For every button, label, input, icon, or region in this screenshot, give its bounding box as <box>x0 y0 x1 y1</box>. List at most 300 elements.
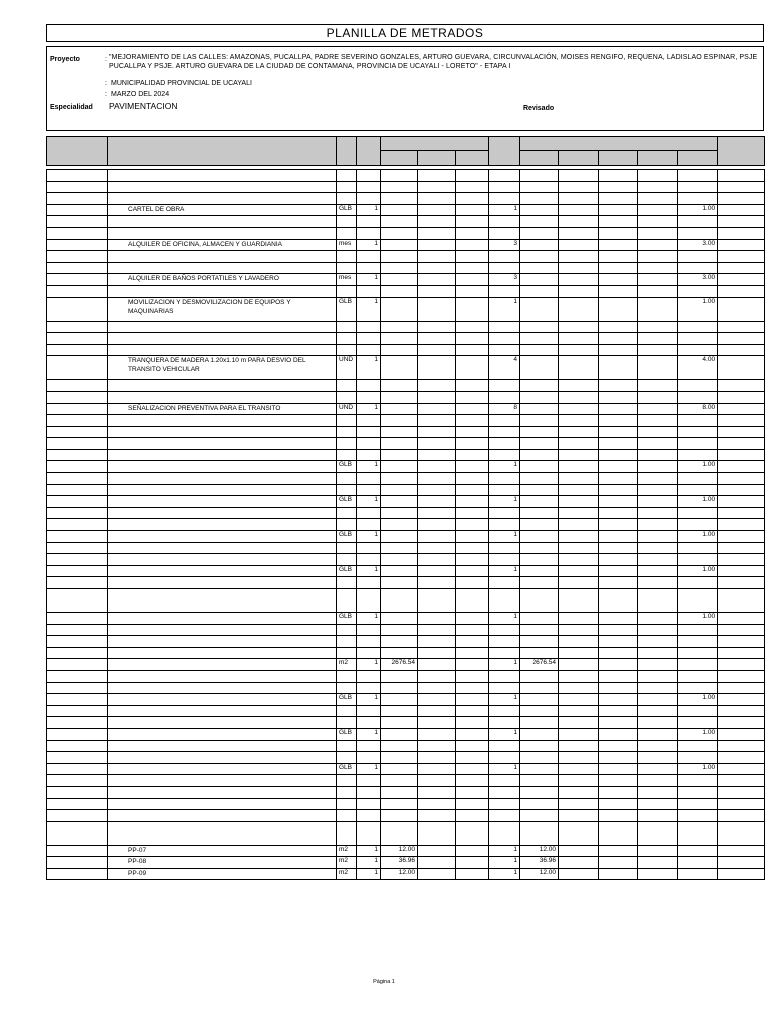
table-cell <box>381 333 418 345</box>
table-cell <box>108 821 337 845</box>
table-cell <box>337 216 357 228</box>
table-row <box>47 193 765 205</box>
item-value: 2676.54 <box>381 659 418 671</box>
item-count: 1 <box>357 531 381 543</box>
table-cell <box>489 415 520 427</box>
table-cell <box>559 391 599 403</box>
table-cell <box>381 589 418 613</box>
table-cell <box>418 426 456 438</box>
item-total: 1.00 <box>678 297 718 321</box>
table-cell <box>418 868 456 880</box>
table-cell <box>357 262 381 274</box>
table-row <box>47 589 765 613</box>
table-cell <box>108 227 337 239</box>
table-cell <box>678 659 718 671</box>
table-cell <box>678 507 718 519</box>
item-unit: GLB <box>337 496 357 508</box>
item-unit: UND <box>337 356 357 380</box>
table-cell <box>559 752 599 764</box>
table-cell <box>357 589 381 613</box>
item-total: 1.00 <box>678 204 718 216</box>
table-cell <box>337 262 357 274</box>
table-cell <box>678 775 718 787</box>
table-cell <box>489 717 520 729</box>
table-cell <box>559 694 599 706</box>
table-cell <box>638 636 678 648</box>
table-cell <box>559 461 599 473</box>
table-cell <box>489 333 520 345</box>
item-unit: m2 <box>337 857 357 869</box>
table-cell <box>337 554 357 566</box>
table-cell <box>108 449 337 461</box>
table-cell <box>108 391 337 403</box>
table-cell <box>47 274 108 286</box>
table-cell <box>678 193 718 205</box>
table-cell <box>638 507 678 519</box>
table-cell <box>599 297 638 321</box>
table-cell <box>456 321 489 333</box>
table-cell <box>638 403 678 415</box>
table-cell <box>599 274 638 286</box>
table-cell <box>718 285 765 297</box>
table-cell <box>559 542 599 554</box>
table-cell <box>108 507 337 519</box>
table-cell <box>489 775 520 787</box>
table-cell <box>418 845 456 857</box>
table-cell <box>638 589 678 613</box>
table-cell <box>357 554 381 566</box>
table-cell <box>381 356 418 380</box>
table-cell <box>381 694 418 706</box>
table-cell <box>718 356 765 380</box>
table-cell <box>357 449 381 461</box>
table-cell <box>108 554 337 566</box>
table-cell <box>559 624 599 636</box>
table-cell <box>357 170 381 182</box>
table-row <box>47 845 765 857</box>
table-cell <box>381 554 418 566</box>
table-cell <box>108 670 337 682</box>
table-cell <box>599 216 638 228</box>
item-description: SEÑALIZACION PREVENTIVA PARA EL TRANSITO <box>108 403 337 415</box>
table-cell <box>638 484 678 496</box>
table-cell <box>559 204 599 216</box>
table-cell <box>337 624 357 636</box>
table-cell <box>418 274 456 286</box>
table-cell <box>456 216 489 228</box>
table-cell <box>357 473 381 485</box>
table-cell <box>108 717 337 729</box>
table-cell <box>520 170 559 182</box>
item-unit: GLB <box>337 531 357 543</box>
table-cell <box>599 227 638 239</box>
table-cell <box>559 857 599 869</box>
table-row <box>47 554 765 566</box>
table-cell <box>599 496 638 508</box>
table-cell <box>489 821 520 845</box>
table-cell <box>599 565 638 577</box>
table-cell <box>418 461 456 473</box>
table-cell <box>520 542 559 554</box>
item-quantity: 1 <box>489 565 520 577</box>
table-cell <box>47 484 108 496</box>
table-cell <box>47 403 108 415</box>
table-cell <box>381 193 418 205</box>
table-cell <box>678 415 718 427</box>
table-cell <box>489 251 520 263</box>
table-cell <box>337 519 357 531</box>
table-cell <box>108 694 337 706</box>
table-cell <box>108 285 337 297</box>
item-count: 1 <box>357 857 381 869</box>
table-cell <box>559 636 599 648</box>
item-quantity: 1 <box>489 868 520 880</box>
table-cell <box>559 415 599 427</box>
table-cell <box>678 717 718 729</box>
table-cell <box>599 461 638 473</box>
table-cell <box>489 380 520 392</box>
table-cell <box>357 705 381 717</box>
table-cell <box>638 775 678 787</box>
table-cell <box>47 857 108 869</box>
table-cell <box>418 728 456 740</box>
table-cell <box>638 239 678 251</box>
table-cell <box>678 181 718 193</box>
table-cell <box>47 589 108 613</box>
table-cell <box>456 763 489 775</box>
table-cell <box>47 752 108 764</box>
item-count: 1 <box>357 565 381 577</box>
item-count: 1 <box>357 694 381 706</box>
table-cell <box>718 763 765 775</box>
table-cell <box>599 403 638 415</box>
table-cell <box>520 297 559 321</box>
table-cell <box>337 705 357 717</box>
table-cell <box>489 449 520 461</box>
table-cell <box>678 670 718 682</box>
table-cell <box>559 403 599 415</box>
table-cell <box>718 554 765 566</box>
table-cell <box>718 507 765 519</box>
item-quantity: 1 <box>489 857 520 869</box>
table-cell <box>599 415 638 427</box>
item-unit: UND <box>337 403 357 415</box>
table-cell <box>678 262 718 274</box>
proyecto-text: "MEJORAMIENTO DE LAS CALLES: AMAZONAS, PUCALLPA, PADRE SEVERINO GONZALES, ARTURO GUEVARA, CIRCUNVALACIÓN, MOISES RENGIFO, REQUENA, LADISLAO ESPINAR, PSJE PUCALLPA Y PSJE. ARTURO GUEVARA DE LA CIUDAD DE CONTAMANA, PROVINCIA DE UCAYALI - LORETO" - ETAPA I <box>109 54 758 70</box>
item-quantity: 1 <box>489 496 520 508</box>
table-cell <box>47 193 108 205</box>
table-cell <box>47 694 108 706</box>
table-cell <box>381 728 418 740</box>
table-cell <box>520 356 559 380</box>
table-cell <box>337 752 357 764</box>
table-cell <box>559 297 599 321</box>
colon: : <box>105 80 107 87</box>
table-cell <box>456 239 489 251</box>
item-unit: mes <box>337 274 357 286</box>
table-cell <box>489 484 520 496</box>
table-cell <box>47 786 108 798</box>
table-cell <box>599 659 638 671</box>
table-cell <box>559 845 599 857</box>
table-cell <box>599 519 638 531</box>
item-description: PP-09 <box>108 868 337 880</box>
table-cell <box>108 682 337 694</box>
header-subcell <box>418 151 456 166</box>
table-cell <box>381 274 418 286</box>
table-row <box>47 461 765 473</box>
table-cell <box>418 554 456 566</box>
table-cell <box>381 647 418 659</box>
table-cell <box>638 542 678 554</box>
table-cell <box>337 380 357 392</box>
item-count: 1 <box>357 403 381 415</box>
table-cell <box>47 461 108 473</box>
table-cell <box>47 204 108 216</box>
table-cell <box>638 798 678 810</box>
table-cell <box>357 321 381 333</box>
table-row <box>47 519 765 531</box>
table-cell <box>520 554 559 566</box>
table-cell <box>678 636 718 648</box>
table-cell <box>456 403 489 415</box>
header-cell <box>47 137 108 166</box>
table-cell <box>718 647 765 659</box>
table-cell <box>456 740 489 752</box>
table-cell <box>599 647 638 659</box>
table-cell <box>489 577 520 589</box>
table-cell <box>599 763 638 775</box>
table-cell <box>489 810 520 822</box>
table-cell <box>638 810 678 822</box>
table-cell <box>559 798 599 810</box>
table-cell <box>489 798 520 810</box>
table-cell <box>456 845 489 857</box>
table-cell <box>456 251 489 263</box>
table-cell <box>718 845 765 857</box>
table-cell <box>559 449 599 461</box>
table-cell <box>520 531 559 543</box>
item-count: 1 <box>357 728 381 740</box>
table-cell <box>381 321 418 333</box>
table-cell <box>638 227 678 239</box>
table-cell <box>638 216 678 228</box>
item-unit: GLB <box>337 204 357 216</box>
item-unit: m2 <box>337 659 357 671</box>
table-cell <box>678 170 718 182</box>
table-cell <box>520 426 559 438</box>
table-cell <box>418 636 456 648</box>
item-quantity: 3 <box>489 274 520 286</box>
item-count: 1 <box>357 356 381 380</box>
table-cell <box>520 496 559 508</box>
table-cell <box>718 496 765 508</box>
table-cell <box>599 786 638 798</box>
table-cell <box>418 694 456 706</box>
table-row <box>47 763 765 775</box>
item-count: 1 <box>357 204 381 216</box>
table-cell <box>718 577 765 589</box>
item-quantity: 1 <box>489 613 520 625</box>
table-cell <box>357 380 381 392</box>
table-cell <box>638 682 678 694</box>
table-cell <box>418 484 456 496</box>
table-cell <box>678 321 718 333</box>
item-total: 8.00 <box>678 403 718 415</box>
table-cell <box>638 380 678 392</box>
table-cell <box>599 728 638 740</box>
table-cell <box>47 227 108 239</box>
table-cell <box>489 740 520 752</box>
table-row <box>47 251 765 263</box>
table-cell <box>489 170 520 182</box>
table-cell <box>718 798 765 810</box>
table-cell <box>456 473 489 485</box>
table-cell <box>638 821 678 845</box>
table-cell <box>418 380 456 392</box>
header-group <box>520 137 718 151</box>
item-description: MOVILIZACION Y DESMOVILIZACION DE EQUIPOS Y MAQUINARIAS <box>108 297 337 321</box>
table-cell <box>559 496 599 508</box>
table-cell <box>559 285 599 297</box>
table-cell <box>559 728 599 740</box>
item-total: 1.00 <box>678 565 718 577</box>
table-cell <box>678 227 718 239</box>
table-cell <box>47 380 108 392</box>
table-cell <box>559 251 599 263</box>
table-cell <box>718 821 765 845</box>
item-description: ALQUILER DE BAÑOS PORTATILES Y LAVADERO <box>108 274 337 286</box>
table-cell <box>456 798 489 810</box>
table-cell <box>418 589 456 613</box>
table-cell <box>638 356 678 380</box>
colon: : <box>105 91 107 98</box>
table-cell <box>108 380 337 392</box>
table-cell <box>418 519 456 531</box>
table-cell <box>337 193 357 205</box>
item-total: 1.00 <box>678 694 718 706</box>
table-cell <box>418 193 456 205</box>
table-cell <box>456 577 489 589</box>
table-cell <box>678 798 718 810</box>
table-cell <box>559 262 599 274</box>
table-cell <box>718 589 765 613</box>
table-cell <box>520 484 559 496</box>
table-cell <box>381 775 418 787</box>
table-cell <box>718 170 765 182</box>
table-cell <box>559 531 599 543</box>
item-unit: GLB <box>337 728 357 740</box>
table-cell <box>599 507 638 519</box>
table-cell <box>489 589 520 613</box>
table-cell <box>357 636 381 648</box>
table-cell <box>456 204 489 216</box>
table-cell <box>418 321 456 333</box>
item-quantity: 1 <box>489 659 520 671</box>
header-subcell <box>599 151 638 166</box>
table-cell <box>357 484 381 496</box>
table-cell <box>381 821 418 845</box>
table-cell <box>559 519 599 531</box>
table-cell <box>357 344 381 356</box>
table-cell <box>357 647 381 659</box>
table-cell <box>47 170 108 182</box>
table-cell <box>559 682 599 694</box>
table-cell <box>418 403 456 415</box>
table-cell <box>599 449 638 461</box>
item-quantity: 1 <box>489 845 520 857</box>
table-cell <box>47 507 108 519</box>
table-cell <box>599 391 638 403</box>
table-cell <box>520 775 559 787</box>
table-cell <box>108 333 337 345</box>
item-partial: 12.00 <box>520 868 559 880</box>
table-cell <box>357 682 381 694</box>
table-cell <box>381 262 418 274</box>
table-cell <box>489 391 520 403</box>
table-cell <box>456 333 489 345</box>
table-cell <box>418 204 456 216</box>
item-unit: GLB <box>337 297 357 321</box>
table-cell <box>108 461 337 473</box>
table-row <box>47 542 765 554</box>
table-cell <box>678 868 718 880</box>
table-cell <box>456 380 489 392</box>
table-cell <box>520 181 559 193</box>
table-cell <box>559 380 599 392</box>
table-cell <box>599 670 638 682</box>
table-cell <box>357 740 381 752</box>
item-total: 1.00 <box>678 763 718 775</box>
table-cell <box>718 519 765 531</box>
especialidad-label: Especialidad <box>50 104 93 111</box>
table-cell <box>638 845 678 857</box>
table-cell <box>559 554 599 566</box>
table-cell <box>418 262 456 274</box>
table-cell <box>108 775 337 787</box>
table-cell <box>638 297 678 321</box>
table-cell <box>638 717 678 729</box>
table-cell <box>599 531 638 543</box>
table-cell <box>47 624 108 636</box>
table-cell <box>337 589 357 613</box>
table-cell <box>520 577 559 589</box>
table-cell <box>337 786 357 798</box>
table-row <box>47 728 765 740</box>
table-cell <box>108 181 337 193</box>
table-cell <box>559 786 599 798</box>
table-cell <box>520 380 559 392</box>
table-cell <box>418 531 456 543</box>
item-total: 1.00 <box>678 531 718 543</box>
table-cell <box>599 484 638 496</box>
table-cell <box>489 554 520 566</box>
table-row <box>47 438 765 450</box>
table-cell <box>381 636 418 648</box>
table-row <box>47 531 765 543</box>
table-cell <box>559 170 599 182</box>
table-cell <box>718 670 765 682</box>
table-cell <box>599 636 638 648</box>
table-cell <box>599 798 638 810</box>
table-cell <box>47 763 108 775</box>
table-cell <box>108 728 337 740</box>
table-cell <box>381 717 418 729</box>
table-cell <box>47 728 108 740</box>
table-cell <box>520 403 559 415</box>
table-cell <box>108 810 337 822</box>
table-cell <box>638 752 678 764</box>
